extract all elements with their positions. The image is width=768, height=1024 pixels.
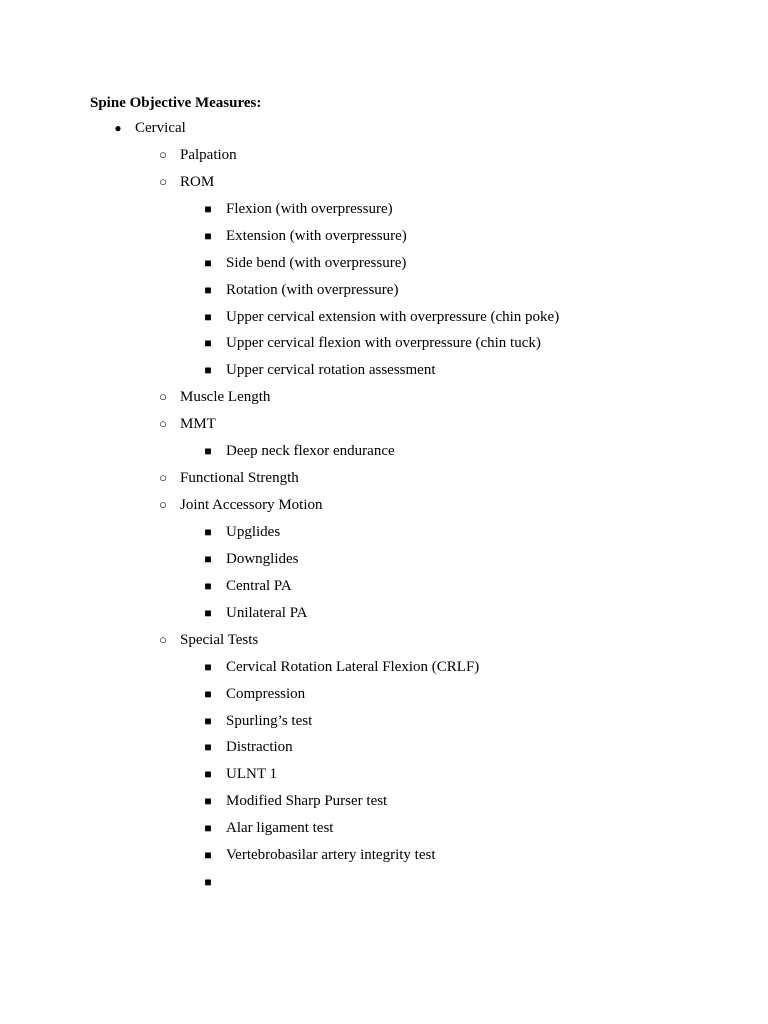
bullet-level-2: ○ xyxy=(159,631,167,647)
list-item-text: ULNT 1 xyxy=(226,766,277,783)
bullet-level-2: ○ xyxy=(159,470,167,486)
list-item-text: Compression xyxy=(226,685,306,702)
bullet-level-3: ■ xyxy=(204,794,212,809)
list-item-text: Special Tests xyxy=(180,631,259,648)
list-item-text: Rotation (with overpressure) xyxy=(226,281,399,298)
bullet-level-3: ■ xyxy=(204,228,212,243)
bullet-level-3: ■ xyxy=(204,255,212,270)
list-item-text: ROM xyxy=(180,173,215,190)
bullet-level-3: ■ xyxy=(204,686,212,701)
list-item-text: Palpation xyxy=(180,146,237,163)
list-item-text: Upper cervical rotation assessment xyxy=(226,362,436,379)
list-item-text: Spurling’s test xyxy=(226,712,313,729)
list-item-text: Cervical xyxy=(135,120,186,136)
list-item-text: MMT xyxy=(180,416,216,433)
bullet-level-3: ■ xyxy=(204,551,212,566)
bullet-level-1: ● xyxy=(114,121,122,135)
bullet-level-3: ■ xyxy=(204,201,212,216)
list-item-text: Cervical Rotation Lateral Flexion (CRLF) xyxy=(226,658,480,675)
bullet-level-2: ○ xyxy=(159,389,167,405)
bullet-level-3: ■ xyxy=(204,309,212,324)
bullet-level-3: ■ xyxy=(204,525,212,539)
bullet-level-3: ■ xyxy=(204,578,212,593)
list-item-text: Downglides xyxy=(226,550,299,567)
bullet-level-2: ○ xyxy=(159,416,167,432)
bullet-level-2: ○ xyxy=(159,146,167,162)
bullet-level-3: ■ xyxy=(204,282,212,297)
list-item-text: Upper cervical flexion with overpressure (chin tuck) xyxy=(226,335,541,352)
bullet-level-3: ■ xyxy=(204,444,212,459)
list-item-text: Alar ligament test xyxy=(226,820,334,837)
list-item-text: Distraction xyxy=(226,739,293,756)
bullet-level-3: ■ xyxy=(204,363,212,378)
bullet-level-3: ■ xyxy=(204,767,212,782)
list-item-text: Extension (with overpressure) xyxy=(226,227,407,244)
bullet-level-3: ■ xyxy=(204,659,212,674)
list-item-text: Joint Accessory Motion xyxy=(180,497,323,513)
bullet-level-3: ■ xyxy=(204,713,212,728)
bullet-level-3: ■ xyxy=(204,605,212,620)
bullet-level-3: ■ xyxy=(204,821,212,836)
list-item-text: Upper cervical extension with overpressure (chin poke) xyxy=(226,308,560,325)
bullet-level-3: ■ xyxy=(204,336,212,351)
list-item-text: Central PA xyxy=(226,577,292,594)
bullet-level-3: ■ xyxy=(204,740,212,755)
bullet-level-3: ■ xyxy=(204,875,212,889)
list-item-text: Upglides xyxy=(226,524,281,540)
bullet-level-3: ■ xyxy=(204,848,212,863)
list-item-text: Unilateral PA xyxy=(226,604,308,621)
list-item-text: Vertebrobasilar artery integrity test xyxy=(226,847,436,864)
document-title: Spine Objective Measures: xyxy=(90,95,262,111)
list-item-text: Muscle Length xyxy=(180,389,271,406)
list-item-text: Side bend (with overpressure) xyxy=(226,254,407,271)
bullet-level-2: ○ xyxy=(159,497,167,512)
list-item-text: Modified Sharp Purser test xyxy=(226,793,388,810)
list-item-text: Flexion (with overpressure) xyxy=(226,200,393,217)
list-item-text: Deep neck flexor endurance xyxy=(226,443,395,460)
list-item-text: Functional Strength xyxy=(180,470,299,487)
bullet-level-2: ○ xyxy=(159,173,167,189)
